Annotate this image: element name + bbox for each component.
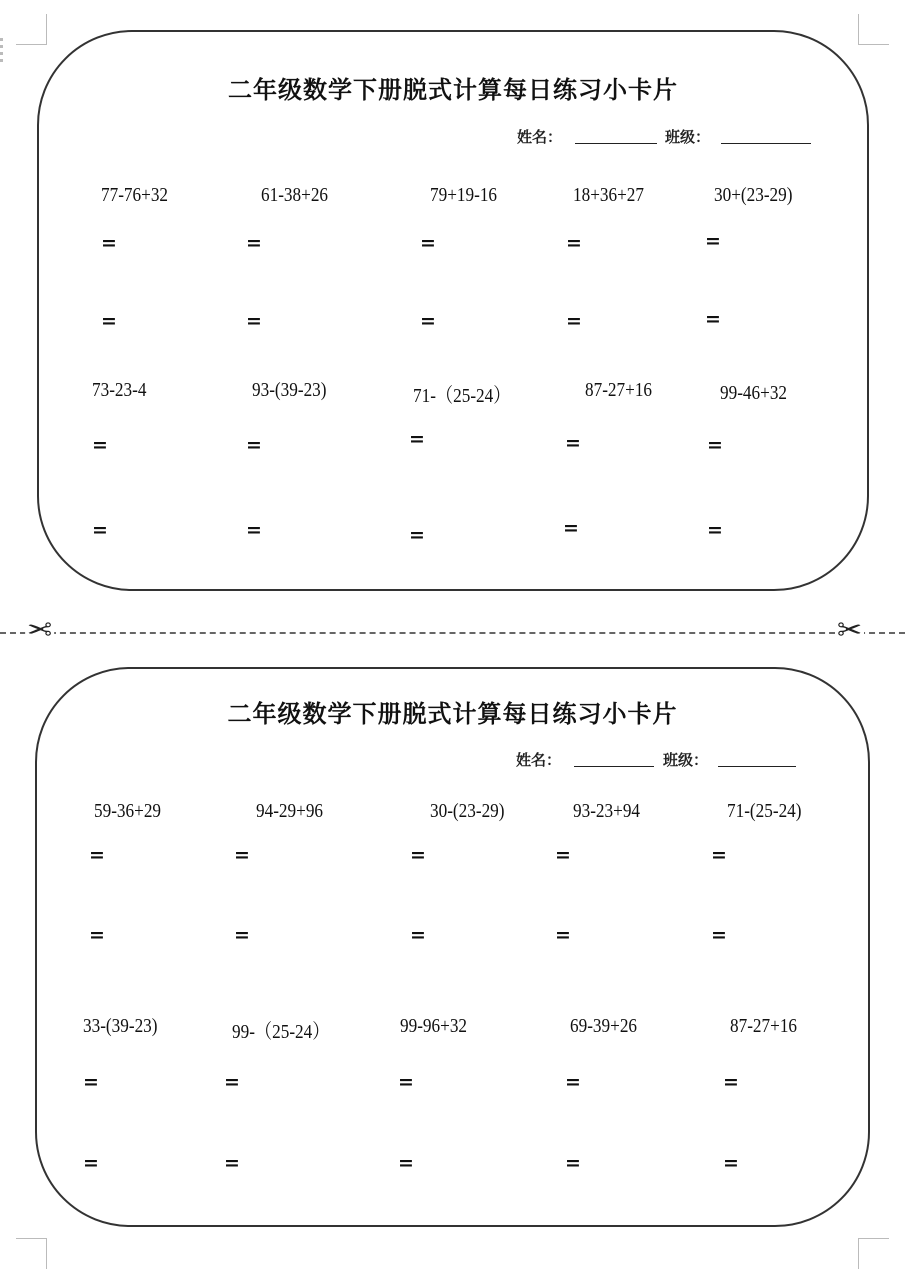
equals-sign: = (711, 844, 727, 866)
cut-line (0, 632, 905, 634)
equals-sign: = (565, 1071, 581, 1093)
scissors-icon: ✂ (27, 613, 53, 648)
expression: 79+19-16 (430, 184, 498, 206)
equals-sign: = (563, 517, 579, 539)
expression: 30+(23-29) (714, 184, 793, 206)
practice-card-2 (35, 667, 870, 1227)
name-field[interactable] (575, 143, 657, 144)
card-title: 二年级数学下册脱式计算每日练习小卡片 (227, 700, 678, 728)
equals-sign: = (409, 428, 425, 450)
card-title: 二年级数学下册脱式计算每日练习小卡片 (228, 76, 678, 104)
equals-sign: = (246, 232, 262, 254)
name-label: 姓名： (517, 128, 563, 146)
expression: 69-39+26 (570, 1015, 638, 1037)
crop-mark-bottom-left (16, 1238, 47, 1269)
class-field[interactable] (721, 143, 811, 144)
equals-sign: = (246, 310, 262, 332)
equals-sign: = (420, 232, 436, 254)
equals-sign: = (224, 1071, 240, 1093)
crop-mark-top-right (858, 14, 889, 45)
equals-sign: = (707, 434, 723, 456)
equals-sign: = (234, 924, 250, 946)
equals-sign: = (566, 232, 582, 254)
expression: 99-46+32 (720, 382, 788, 404)
expression: 18+36+27 (573, 184, 645, 206)
equals-sign: = (705, 230, 721, 252)
equals-sign: = (565, 432, 581, 454)
equals-sign: = (92, 434, 108, 456)
page-edge-mark (0, 38, 3, 66)
equals-sign: = (555, 844, 571, 866)
equals-sign: = (92, 519, 108, 541)
equals-sign: = (566, 310, 582, 332)
expression: 61-38+26 (261, 184, 329, 206)
expression: 73-23-4 (92, 379, 147, 401)
equals-sign: = (420, 310, 436, 332)
equals-sign: = (723, 1152, 739, 1174)
equals-sign: = (246, 434, 262, 456)
equals-sign: = (705, 308, 721, 330)
equals-sign: = (234, 844, 250, 866)
name-field[interactable] (574, 766, 654, 767)
equals-sign: = (89, 844, 105, 866)
equals-sign: = (398, 1071, 414, 1093)
equals-sign: = (555, 924, 571, 946)
practice-card-1 (37, 30, 869, 591)
expression: 59-36+29 (94, 800, 162, 822)
expression: 71-(25-24) (727, 800, 802, 822)
equals-sign: = (398, 1152, 414, 1174)
equals-sign: = (224, 1152, 240, 1174)
equals-sign: = (723, 1071, 739, 1093)
expression: 93-23+94 (573, 800, 641, 822)
name-label: 姓名： (516, 751, 562, 769)
equals-sign: = (83, 1071, 99, 1093)
equals-sign: = (101, 232, 117, 254)
expression: 99-（25-24） (232, 1021, 330, 1043)
expression: 99-96+32 (400, 1015, 468, 1037)
expression: 30-(23-29) (430, 800, 505, 822)
equals-sign: = (410, 844, 426, 866)
equals-sign: = (711, 924, 727, 946)
expression: 33-(39-23) (83, 1015, 158, 1037)
equals-sign: = (101, 310, 117, 332)
expression: 77-76+32 (101, 184, 169, 206)
class-label: 班级： (665, 128, 711, 146)
equals-sign: = (707, 519, 723, 541)
crop-mark-bottom-right (858, 1238, 889, 1269)
expression: 87-27+16 (730, 1015, 798, 1037)
equals-sign: = (89, 924, 105, 946)
class-field[interactable] (718, 766, 796, 767)
scissors-icon: ✂ (837, 613, 863, 648)
equals-sign: = (246, 519, 262, 541)
crop-mark-top-left (16, 14, 47, 45)
equals-sign: = (565, 1152, 581, 1174)
class-label: 班级： (663, 751, 709, 769)
expression: 87-27+16 (585, 379, 653, 401)
expression: 93-(39-23) (252, 379, 327, 401)
equals-sign: = (409, 524, 425, 546)
equals-sign: = (410, 924, 426, 946)
expression: 71-（25-24） (413, 385, 511, 407)
expression: 94-29+96 (256, 800, 324, 822)
equals-sign: = (83, 1152, 99, 1174)
